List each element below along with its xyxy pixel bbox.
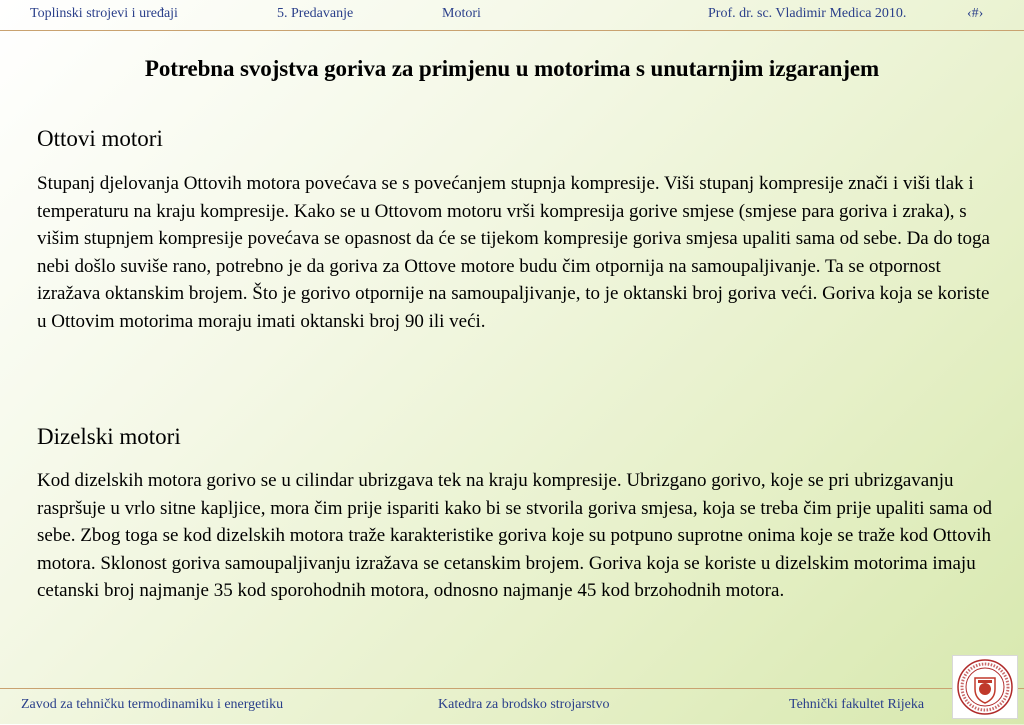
header-lecture: 5. Predavanje [277, 6, 354, 21]
header-page-number: ‹#› [967, 6, 984, 21]
footer-department: Katedra za brodsko strojarstvo [438, 697, 610, 712]
slide-header [0, 0, 1024, 31]
slide-footer [0, 688, 1024, 725]
footer-faculty: Tehnički fakultet Rijeka [789, 697, 925, 712]
section-heading-diesel: Dizelski motori [37, 424, 181, 449]
header-topic: Motori [442, 6, 481, 21]
footer-institute: Zavod za tehničku termodinamiku i energetiku [21, 697, 284, 712]
header-course: Toplinski strojevi i uređaji [30, 6, 178, 21]
section-text-diesel: Kod dizelskih motora gorivo se u cilindar ubrizgava tek na kraju kompresije. Ubrizgano gorivo, koje se pri ubrizgavanju raspršuje u vrlo sitne kapljice, mora čim prije ispariti kako bi se stvorila goriva smjesa, koja se treba čim prije upaliti sama od sebe. Zbog toga se kod dizelskih motora traže karakteristike goriva koje su potpuno suprotne onima koje se traže kod Ottovih motora. Sklonost goriva samoupaljivanju izražava se cetanskim brojem. Goriva koja se koriste u dizelskim motorima imaju cetanski broj najmanje 35 kod sporohodnih motora, odnosno najmanje 45 kod brzohodnih motora. [37, 470, 993, 601]
section-heading-otto: Ottovi motori [37, 126, 163, 151]
header-author: Prof. dr. sc. Vladimir Medica 2010. [708, 6, 907, 21]
university-seal-logo [952, 655, 1018, 719]
seal-icon [953, 656, 1017, 718]
slide-title: Potrebna svojstva goriva za primjenu u motorima s unutarnjim izgaranjem [144, 56, 880, 81]
section-text-otto: Stupanj djelovanja Ottovih motora povećava se s povećanjem stupnja kompresije. Viši stupanj kompresije znači i viši tlak i temperaturu na kraju kompresije. Kako se u Ottovom motoru vrši kompresija gorive smjese (smjese para goriva i zraka), s višim stupnjem kompresije povećava se opasnost da će se tijekom kompresije goriva smjesa upaliti sama od sebe. Da do toga nebi došlo suviše rano, potrebno je da goriva za Ottove motore budu čim otpornija na samoupaljivanje. Ta se otpornost izražava oktanskim brojem. Što je gorivo otpornije na samoupaljivanje, to je oktanski broj goriva veći. Goriva koja se koriste u Ottovim motorima moraju imati oktanski broj 90 ili veći. [37, 173, 990, 332]
